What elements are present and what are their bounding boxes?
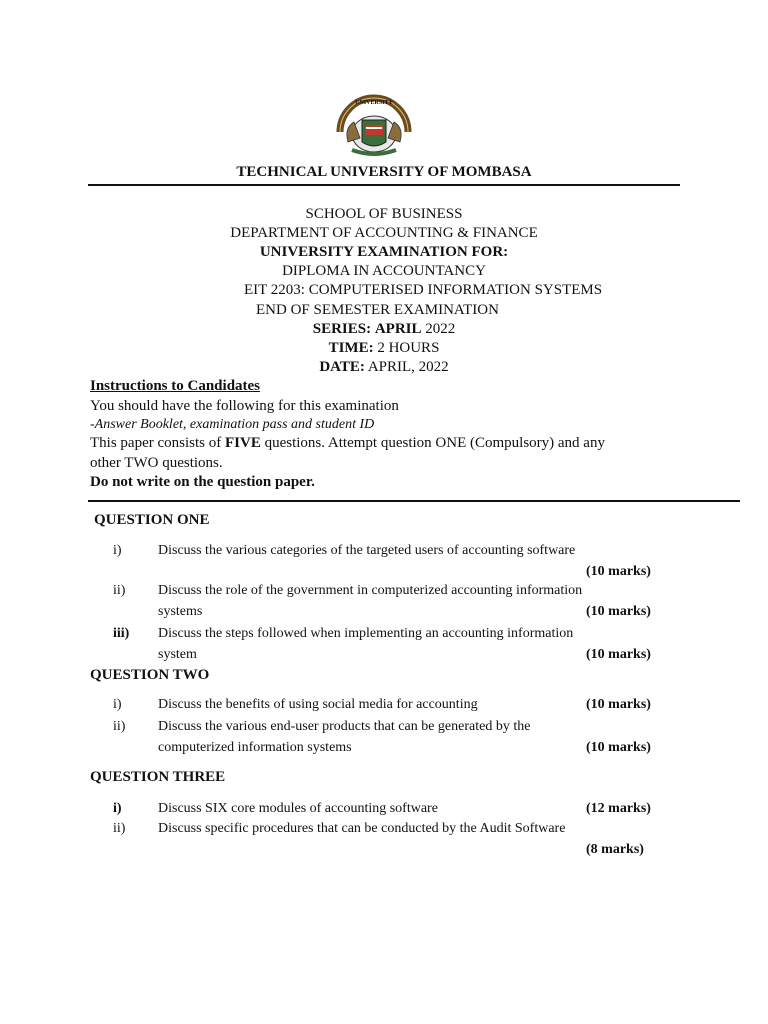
series-label: SERIES:	[312, 321, 372, 337]
svg-text:UNIVERSITY: UNIVERSITY	[355, 100, 393, 106]
exam-type: END OF SEMESTER EXAMINATION	[256, 302, 499, 318]
department-name: DEPARTMENT OF ACCOUNTING & FINANCE	[230, 225, 538, 241]
q3-item-1-num: i)	[113, 801, 122, 816]
q1-item-1-num: i)	[113, 543, 122, 558]
question-one-title: QUESTION ONE	[94, 512, 210, 528]
instructions-line-4: other TWO questions.	[90, 455, 223, 471]
q3-item-1-text: Discuss SIX core modules of accounting software	[158, 801, 438, 816]
q2-item-2-text-cont: computerized information systems	[158, 740, 352, 755]
instructions-line-5: Do not write on the question paper.	[90, 474, 315, 490]
university-logo	[326, 92, 422, 158]
q2-item-2-text: Discuss the various end-user products that can be generated by the	[158, 719, 531, 734]
date-value: APRIL, 2022	[364, 359, 449, 375]
q2-item-1-num: i)	[113, 697, 122, 712]
q3-item-2-text: Discuss specific procedures that can be conducted by the Audit Software	[158, 821, 566, 836]
instructions-line-3c: questions. Attempt question ONE (Compulsory) and any	[260, 435, 605, 451]
q1-item-2-text: Discuss the role of the government in computerized accounting information	[158, 583, 583, 598]
programme: DIPLOMA IN ACCOUNTANCY	[282, 263, 486, 279]
instructions-title: Instructions to Candidates	[90, 378, 261, 394]
q1-item-1-text: Discuss the various categories of the targeted users of accounting software	[158, 543, 576, 558]
school-name: SCHOOL OF BUSINESS	[305, 206, 463, 222]
q2-item-2-num: ii)	[113, 719, 126, 734]
series-value-bold: APRIL	[374, 321, 422, 337]
exam-for: UNIVERSITY EXAMINATION FOR:	[259, 244, 509, 260]
q3-item-2-num: ii)	[113, 821, 126, 836]
q1-item-3-text: Discuss the steps followed when implementing an accounting information	[158, 626, 574, 641]
q1-item-1-marks: (10 marks)	[586, 564, 651, 579]
date-line	[0, 359, 768, 376]
instructions-line-3a: This paper consists of	[90, 435, 225, 451]
time-label: TIME:	[328, 340, 374, 356]
date-label: DATE:	[319, 359, 365, 375]
q3-item-1-marks: (12 marks)	[586, 801, 651, 816]
q1-item-2-text-cont: systems	[158, 604, 203, 619]
q1-item-3-num: iii)	[113, 626, 130, 641]
question-three-title: QUESTION THREE	[90, 769, 226, 785]
time-value: 2 HOURS	[373, 340, 440, 356]
q2-item-1-marks: (10 marks)	[586, 697, 651, 712]
series-value: 2022	[421, 321, 456, 337]
q1-item-2-marks: (10 marks)	[586, 604, 651, 619]
q2-item-1-text: Discuss the benefits of using social media for accounting	[158, 697, 478, 712]
instructions-line-1: You should have the following for this examination	[90, 398, 399, 414]
instructions-line-3b: FIVE	[224, 435, 261, 451]
question-two-title: QUESTION TWO	[90, 667, 210, 683]
series-line	[0, 321, 768, 338]
q1-item-3-text-cont: system	[158, 647, 197, 662]
time-line	[0, 340, 768, 357]
q1-item-3-marks: (10 marks)	[586, 647, 651, 662]
instructions-line-2: -Answer Booklet, examination pass and student ID	[90, 417, 375, 432]
q1-item-2-num: ii)	[113, 583, 126, 598]
q2-item-2-marks: (10 marks)	[586, 740, 651, 755]
course-title: EIT 2203: COMPUTERISED INFORMATION SYSTEMS	[244, 282, 603, 298]
university-name: TECHNICAL UNIVERSITY OF MOMBASA	[236, 164, 532, 180]
instructions-line-3	[90, 435, 605, 452]
q3-item-2-marks: (8 marks)	[586, 842, 644, 857]
header-divider	[88, 184, 680, 186]
instructions-divider	[88, 500, 740, 502]
